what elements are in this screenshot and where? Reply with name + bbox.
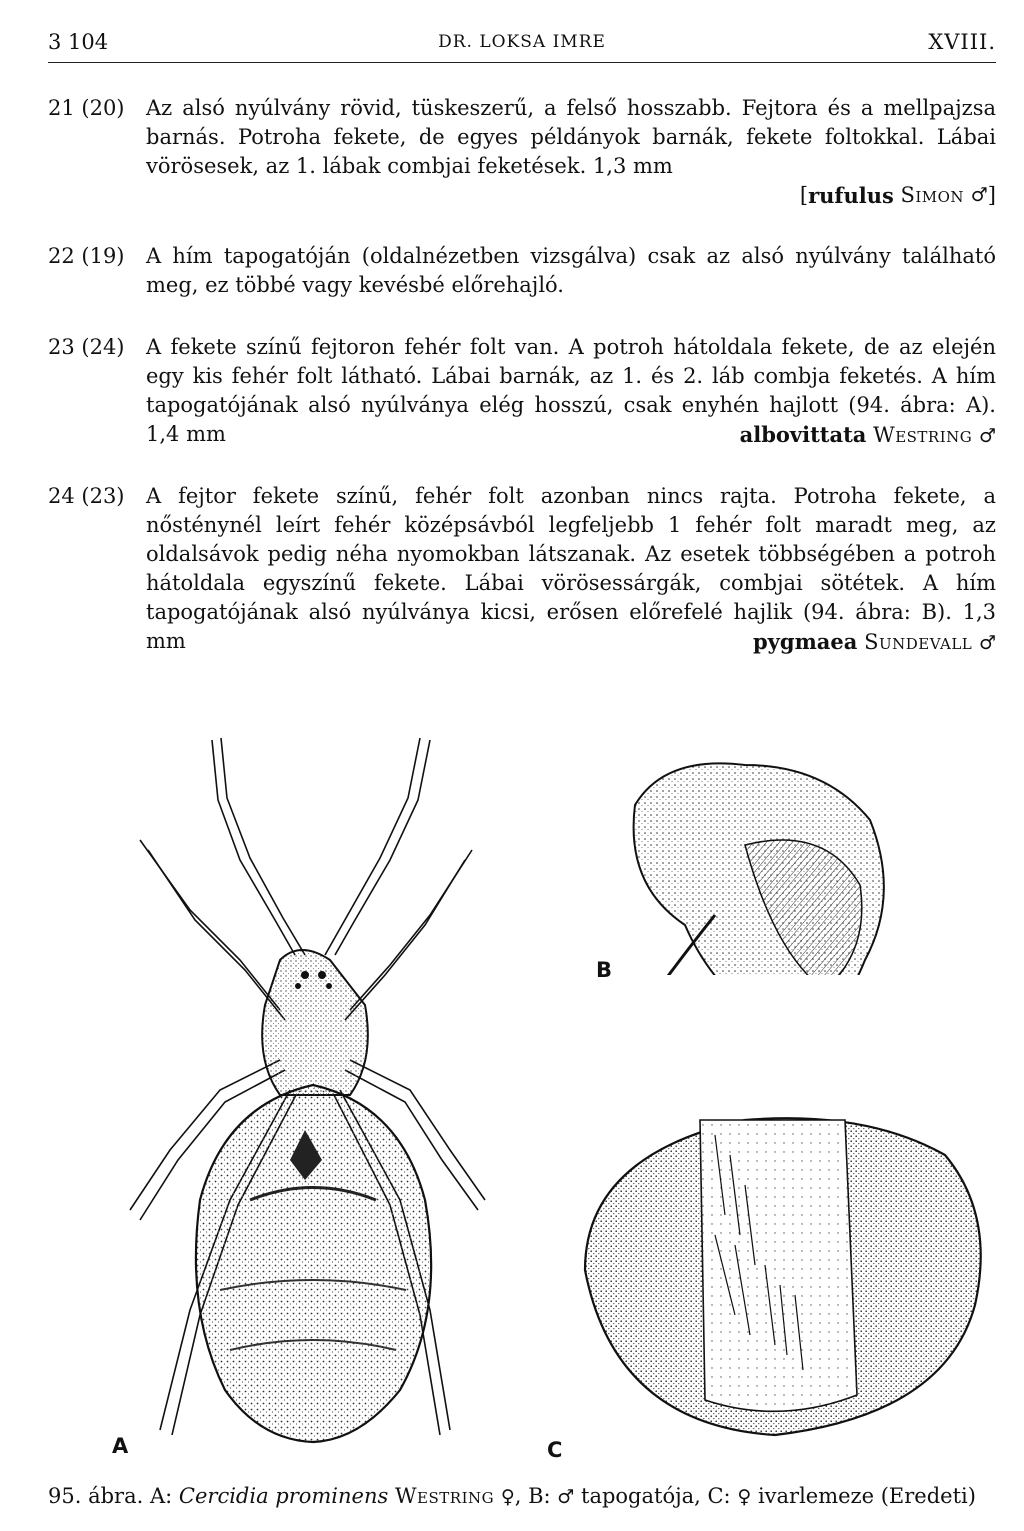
panel-label-a: A [112, 1434, 129, 1458]
taxon-name: pygmaea [753, 629, 858, 654]
entry-number: 21 (20) [48, 96, 125, 120]
spider-drawing [100, 730, 520, 1470]
figure-caption: 95. ábra. A: Cercidia prominens Westring ♀, B: ♂ tapogatója, C: ♀ ivarlemeze (Eredeti) [48, 1484, 976, 1508]
figure-c-epigyne-illustration [565, 1095, 990, 1455]
female-symbol: ♀ [737, 1486, 752, 1508]
entry-text: A fekete színű fejtoron fehér folt van. A potroh hátoldala fekete, de az elején egy kis fehér folt látható. Lábai barnák, az 1. és 2. láb combja feketés. A hím tapogatójának alsó nyúlványa elég hosszú, csak enyhén hajlott (94. ábra: A). 1,4 mm [146, 335, 996, 446]
taxon-name: rufulus [808, 183, 894, 208]
figure-b-palp-illustration [595, 735, 1000, 975]
figure-a-spider-illustration [100, 730, 520, 1470]
entry-number: 22 (19) [48, 244, 125, 268]
running-title: DR. LOKSA IMRE [438, 32, 606, 52]
part-number: XVIII. [928, 30, 996, 54]
species-name: Cercidia prominens [178, 1484, 389, 1508]
male-symbol: ♂ [970, 184, 988, 206]
key-entry-24 [48, 482, 996, 658]
entry-text: A fejtor fekete színű, fehér folt azonban nincs rajta. Potroha fekete, a nősténynél leírt fehér középsávból legfeljebb 1 fehér folt maradt meg, az oldalsávok pedig néha nyomokban látszanak. Az esetek többségében a potroh hátoldala egyszínű fekete. Lábai vörösessárgák, combjai sötétek. A hím tapogatójának alsó nyúlványa kicsi, erősen előrefelé hajlik (94. ábra: B). 1,3 mm [146, 484, 996, 653]
female-symbol: ♀ [500, 1486, 515, 1508]
entry-number: 23 (24) [48, 335, 125, 359]
taxon-author: Simon [900, 183, 965, 207]
key-entry-23 [48, 333, 996, 451]
key-entry-22 [48, 242, 996, 300]
palp-drawing [595, 735, 1000, 975]
male-symbol: ♂ [978, 425, 996, 447]
taxon-line [753, 627, 996, 658]
male-symbol: ♂ [557, 1486, 575, 1508]
species-author: Westring [394, 1484, 495, 1508]
taxon-line [740, 420, 996, 451]
taxon-author: Sundevall [864, 630, 973, 654]
entry-text: A hím tapogatóján (oldalnézetben vizsgálva) csak az alsó nyúlvány található meg, ez többé vagy kevésbé előrehajló. [146, 244, 996, 297]
entry-number: 24 (23) [48, 484, 125, 508]
panel-label-b: B [596, 958, 613, 982]
page-header [48, 30, 996, 58]
taxon-author: Westring [873, 423, 973, 447]
taxon-name: albovittata [739, 422, 867, 447]
panel-label-c: C [547, 1438, 563, 1462]
epigyne-drawing [565, 1095, 990, 1455]
entry-text: Az alsó nyúlvány rövid, tüskeszerű, a felső hosszabb. Fejtora és a mellpajzsa barnás. Potroha fekete, de egyes példányok barnák, fekete foltokkal. Lábai vörösesek, az 1. lábak combjai feketések. 1,3 mm [146, 96, 996, 178]
male-symbol: ♂ [978, 632, 996, 654]
taxon-line: [ rufulus Simon ♂ ] [799, 183, 996, 208]
page-number: 3 104 [48, 30, 109, 54]
caption-label: 95. ábra. [48, 1484, 144, 1508]
key-entry-21 [48, 94, 996, 210]
header-rule [48, 62, 996, 63]
